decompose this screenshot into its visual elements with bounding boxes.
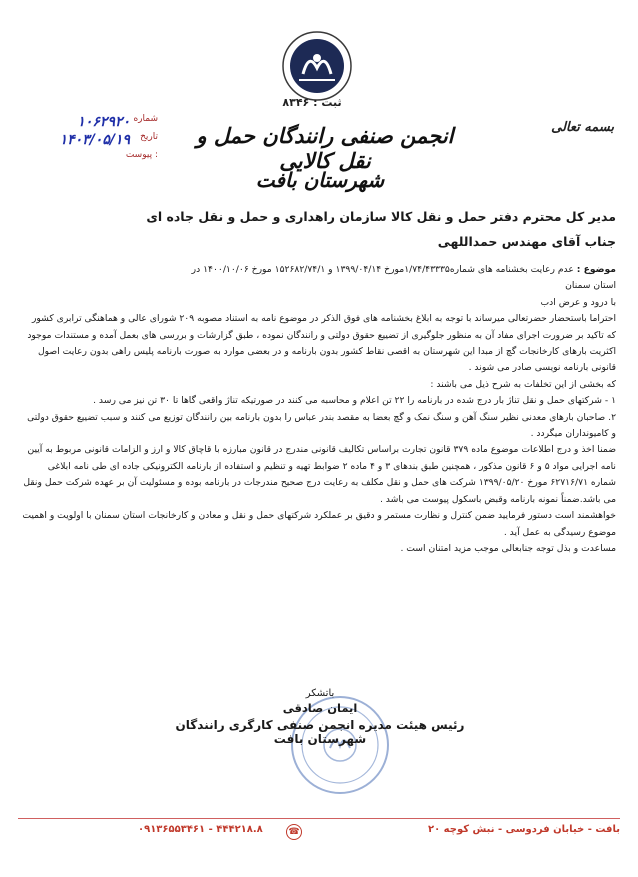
association-name: انجمن صنفی رانندگان حمل و نقل کالایی xyxy=(196,123,454,173)
paragraph-intro: احتراما باستحضار حضرتعالی میرساند با توجه به ابلاغ بخشنامه های فوق الذکر در موضوع نامه به استناد مصوبه ۲۰۹ شورای عالی و هماهنگی ترابری کشور که تاکید بر ضرورت اجرای مفاد آن به منظور جلوگیری از تضییع حقوق دولتی و رانندگان نموده ، طبق گزارشات و بررسی های بعمل آمده و مستندات موجود اکثریت بارهای کارخانجات گچ از مبدا این شهرستان به اقصی نقاط کشور بدون بارنامه و در بعضی موارد به صورت بارنامه پلیس راهی بدون رعایت اصول قانونی بارنامه نویسی صادر می شوند . xyxy=(27,313,616,374)
bismillah-heading: بسمه تعالی xyxy=(551,120,614,135)
registration-number: ثبت : ۸۳۴۶ xyxy=(282,96,342,109)
phone-icon: ☎ xyxy=(286,824,302,840)
subject-label: موضوع : xyxy=(576,264,616,275)
letter-number-label: شماره xyxy=(133,114,158,124)
paragraph-request: خواهشمند است دستور فرمایید ضمن کنترل و نظارت مستمر و دقیق بر عملکرد شرکتهای حمل و نقل و معادن و کارخانجات استان سمنان با اولویت و اهمیت موضوع رسیدگی به عمل آید . xyxy=(22,510,616,538)
letterhead-footer xyxy=(18,824,620,842)
recipient-title: مدیر کل محترم دفتر حمل و نقل کالا سازمان راهداری و حمل و نقل جاده ای xyxy=(146,209,616,224)
greeting: با درود و عرض ادب xyxy=(540,296,616,308)
signature-gratitude: باتشکر xyxy=(305,688,335,699)
letter-date-row xyxy=(18,132,158,152)
association-logo-seal xyxy=(281,30,353,102)
letter-attachment-label: پیوست : xyxy=(125,150,158,160)
letter-attachment-row xyxy=(18,150,158,170)
city-name: شهرستان بافت xyxy=(255,168,385,192)
subject-continuation: استان سمنان xyxy=(565,280,616,292)
footer-address: بافت - خیابان فردوسی - نبش کوچه ۲۰ xyxy=(427,824,620,835)
letter-body xyxy=(20,262,616,557)
signature-block xyxy=(160,688,480,746)
recipient-name: جناب آقای مهندس حمداللهی xyxy=(437,234,616,249)
subject-text: عدم رعایت بخشنامه های شماره۱/۷۴/۴۳۳۳۵مورخ ۱۳۹۹/۰۴/۱۴ و ۱۵۲۶۸۲/۷۴/۱ مورخ ۱۴۰۰/۱۰/۰۶ در xyxy=(191,264,574,275)
footer-divider xyxy=(18,818,620,819)
subject-line xyxy=(20,262,616,278)
recipient-block xyxy=(20,204,616,254)
letter-date-label: تاریخ xyxy=(140,132,158,142)
violation-item-2: ۲. صاحبان بارهای معدنی نظیر سنگ آهن و سنگ نمک و گچ بعضا به مقصد بندر عباس را بدون بارنامه بین رانندگان توزیع می کنند و سبب تضییع حقوق دولتی و کامیونداران میگردد . xyxy=(27,411,616,440)
letter-number-value: ۱۰۶۲۹۲۰ xyxy=(77,114,130,130)
violation-item-1: ۱ - شرکتهای حمل و نقل تناژ بار درج شده در بارنامه را ۲۲ تن اعلام و محاسبه می کنند در صورتیکه تناژ واقعی گاها تا ۳۰ تن نیز می رسد . xyxy=(93,395,616,407)
paragraph-legal: ضمنا اخذ و درج اطلاعات موضوع ماده ۳۷۹ قانون تجارت براساس تکالیف قانونی مندرج در قانون مبارزه با قاچاق کالا و ارز و الزامات قانونی مربوط به آیین نامه اجرایی مواد ۵ و ۶ قانون مذکور ، همچنین طبق بندهای ۳ و ۴ ماده ۲ ضوابط تهیه و تنظیم و استفاده از بارنامه الکترونیکی جاده ای طی نامه ابلاغی شماره ۶۲۷۱۶/۷۱ مورخ ۱۳۹۹/۰۵/۲۰ شرکت های حمل و نقل مکلف به رعایت درج صحیح مندرجات در بارنامه بوده و مسئولیت آن بر عهده شرکت حمل ونقل می باشد.ضمناً نمونه بارنامه وقبض باسکول پیوست می باشد . xyxy=(23,444,616,505)
footer-phones: ۰۹۱۳۶۵۵۳۴۶۱ - ۴۴۴۲۱۸.۸ xyxy=(138,824,263,835)
signatory-title: رئیس هیئت مدیره انجمن صنفی کارگری رانندگان شهرستان بافت xyxy=(175,718,465,746)
violations-intro: که بخشی از این تخلفات به شرح ذیل می باشند : xyxy=(430,378,616,390)
letter-date-value: ۱۴۰۳/۰۵/۱۹ xyxy=(59,132,130,148)
signatory-name: ایمان صادقی xyxy=(282,701,358,715)
closing-line: مساعدت و بذل توجه جنابعالی موجب مزید امتنان است . xyxy=(400,542,616,554)
letter-number-row xyxy=(18,114,158,134)
